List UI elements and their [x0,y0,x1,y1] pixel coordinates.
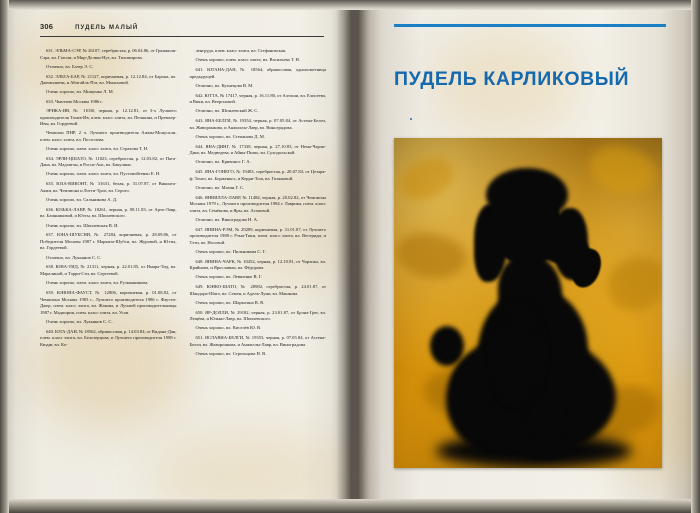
catalog-entry: Отлично, вл. Лукьянов С. С. [46,254,102,260]
catalog-entry: Отлично, вл. Базер Э. С. [46,63,94,69]
catalog-entry: Отлично, вл. Кривонос Г. А. [195,159,251,165]
catalog-entry: 631. ЭЛЬМА-СЭР, № 26107, серебристая, р. 06.04.86, от Гранжиля-Сэра, вл. Гаголи, и Мир-Делюн-Нут, вл. Тихомирова. [40,48,177,60]
catalog-entry: Очень хорошо, вл. Пильникова С. Г. [195,248,267,254]
catalog-entry: 648. ЯНИНА-ЧАРК, № 10452, черная, р. 12.10.81, от Чарлика, вл. Крайнова, и Ярославны, вл. Фёдорова. [189,258,326,271]
catalog-entry: 646. ЯНВИЛЛА-ЛАВР, № 11484, черная, р. 20.02.82, от Чемпиона Москвы 1979 г., Лучшего производителя 1984 г. Лаврика, плем. класс элита, вл. Семёнова, и Яры, вл. Агаповой. [189,194,326,213]
catalog-entry: 638. ЮНА-ТИД, № 21311, черная, р. 22.01.85, от Имара-Тид, вл. Маралиной, и Тэрри-Сти, вл. Сергеевой. [40,264,177,276]
catalog-entry: 636. ЮЗЬКА-ЛАВР, № 18261, черная, р. 08.11.83, от Арто-Лавр, вл. Блинниковой, и Юэты, вл. Шпилевского. [40,206,177,219]
catalog-entry: Очень хорошо, плем. класс элита, вл. Рузманникова. [46,280,149,286]
catalog-entry: 642. ЮТТА, № 17417, черная, р. 16.11.80, от Алтоши, вл. Елисеева, и Вики, вл. Веерсновой. [189,92,326,105]
catalog-entry: ленгруда, плем. класс элита, вл. Стефановская. [195,48,287,53]
catalog-entry: 633. Чьютюю Москвы 1986 г. [46,99,103,105]
catalog-entry: Очень хорошо, вл. Шпилевская В. И. [46,222,119,228]
catalog-entry: 635. ЮЗА-ВИКОНТ, № 31631, белая, р. 31.07.87, от Виконта-Акми, вл. Чемпиона и Лотти-Троп, вл. Серого. [40,181,177,193]
catalog-entry: Отлично, вл. Мазин Г. С. [195,184,245,190]
catalog-entry: 651. ЯСЛАВНА-БЕЛГИ, № 19353, черная, р. 07.05.84, от Астена-Белги, вл. Жаворонкова, и Анжиллы-Лавр, вл. Виноградова. [189,335,326,347]
catalog-entry: ЭРИКА-ИВ, № 11030, черная, р. 12.12.81, от 3-х Лучшего производителя Тахив-Ив, плем. класс элита, вл. Пешкина, и Премьер-Ивы, вл. Гордеевой. [40,108,177,127]
catalog-entry: 640. ЮТА-ДАН, № 18562, абрикосовая, р. 14.03.84, от Видана-Дан, плем. класс элита, вл. Белозерцова, и Лучшего производителя 1988 г. Кюднг, вл. Ко- [40,328,177,347]
catalog-entry: Отлично, вл. Виноградова Н. А. [195,216,259,222]
bullet-mark [410,118,412,120]
catalog-entry: 650. ЯР-ДОЛЛИ, № 29182, черная, р. 23.01.87, от Брэна-Грег, вл. Лещёва, и Юльки-Лавр, вл. Шпилевского. [189,309,326,322]
page-header [40,22,324,31]
catalog-entry: 647. ЯНИНА-РЭМ, № 29289, коричневая, р. 31.01.87, от Лучшего производителя 1988 г. Рэма-Тики, плем. класс элита, вл. Весериди, и Тэти, вл. Носовой. [189,226,326,245]
catalog-entry: 632. ЭЛЬТА-БАР, № 21127, коричневая, р. 12.12.84, от Барона, вл. Джемилиева, и Абигайль-Пэт, вл. Монаховой. [40,73,177,86]
catalog-entry: 634. ЭРЛИ-ЦШАТО, № 11823, серебристая, р. 12.03.82, от Пата-Дана, вл. Мадзигон, и Росси-Анс, вл. Бакулина. [40,155,177,168]
catalog-entry: 639. ЮНОНА-ФАУСТ, № 12806, коричневая, р. 01.08.82, от Чемпиона Москвы 1983 г., Лучшего производителя 1986 г. Фаусти-Джер, плем. класс элита, вл. Жакова, и Лучшей производительницы 1987 г. Мадиории, плем. класс элита, вл. Усов. [40,290,177,315]
page-edge-left [0,0,9,513]
catalog-entry: Отлично, вл. Шпилевский Ж. С. [195,108,259,114]
catalog-entry: Очень хорошо, вл. Стрельцова Н. В. [195,350,267,356]
catalog-entry: Очень хорошо, вл. Шарыгина В. В. [195,299,265,305]
catalog-entry: Очень хорошо, вл. Киселёв Ю. В. [195,325,262,331]
right-page [372,10,690,503]
catalog-entry: Очень хорошо, вл. Левшенко В. Г. [195,274,263,280]
book-gutter [336,0,370,513]
page-edge-top [0,0,700,10]
folio-number: 306 [40,22,54,31]
column-1 [40,48,177,481]
catalog-entry: 649. ЮНКО-ШАТО, № 28982, серебристая, р. 24.01.87, от Шандора-Шато, вл. Семен, и Адель-Луни, вл. Машкова. [189,284,326,296]
catalog-entry: Очень хорошо, вл. Степанова Д. М. [195,133,265,139]
left-page [12,10,338,503]
catalog-entry: Очень хорошо, вл. Лукьянов С. С. [46,318,113,324]
catalog-entry: Очень хорошо, вл. Мищенко Л. М. [46,89,114,95]
chapter-rule [394,24,666,27]
catalog-entry: 645. ЯНА-ГОНЕГО, № 19483, серебристая, р. 20.07.84, от Цезаря-ф. Тонго, вл. Борженкос, и Керри-Тош, вл. Голяновой. [189,169,326,181]
chapter-title: ПУДЕЛЬ КАРЛИКОВЫЙ [394,68,630,90]
column-2 [190,48,327,481]
header-rule [40,36,324,37]
catalog-entry: 644. ЯНА-ДИНГ, № 17338, черная, р. 27.10.83, от Нема-Чарли-Динг, вл. Медведева, и Айны-Пишо, вл. Суходольской. [189,143,326,156]
catalog-entry: 643. ЯНА-БЕЛГИ, № 19354, черная, р. 07.05.84, от Астена-Белги, вл. Жаворонкова, и Анжиллы-Лавр, вл. Виноградова. [189,118,326,130]
dog-figure [394,138,662,468]
page-edge-bottom [0,499,700,513]
catalog-entry: Очень хорошо, плем. класс элита, вл. Пустовойтенко Е. Н. [46,171,161,177]
catalog-entry: 637. ЮНА-ШУБСНИ, № 27284, коричневая, р. 28.09.86, от Победителя Москвы 1987 г. Маркиза-Шубси, вл. Журовой, и Ютты, вл. Гордеевой. [40,232,177,251]
catalog-entry: Очень хорошо, плем. класс элита, вл. Страхова Т. Н. [46,145,149,151]
catalog-entry: Очень хорошо, вл. Сальникова А. Д. [46,197,118,202]
running-head: ПУДЕЛЬ МАЛЫЙ [75,25,139,31]
text-columns [40,48,326,481]
page-edge-right [691,0,700,513]
catalog-entry: Отлично, вл. Кузнецова В. М. [195,82,254,88]
catalog-entry: Очень хорошо, плем. класс элита, вл. Васильева Т. Н. [195,57,300,63]
poodle-photo [394,138,662,468]
catalog-entry: 641. ЮТАНА-ДАН, № 18564, абрикосовая, однопометница предыдущей. [189,67,326,79]
catalog-entry: Чемпион ПНР, 2 ч. Лучшего производителя Ажмы-Монускли, плем. класс элита, вл. Постолова. [40,130,177,142]
